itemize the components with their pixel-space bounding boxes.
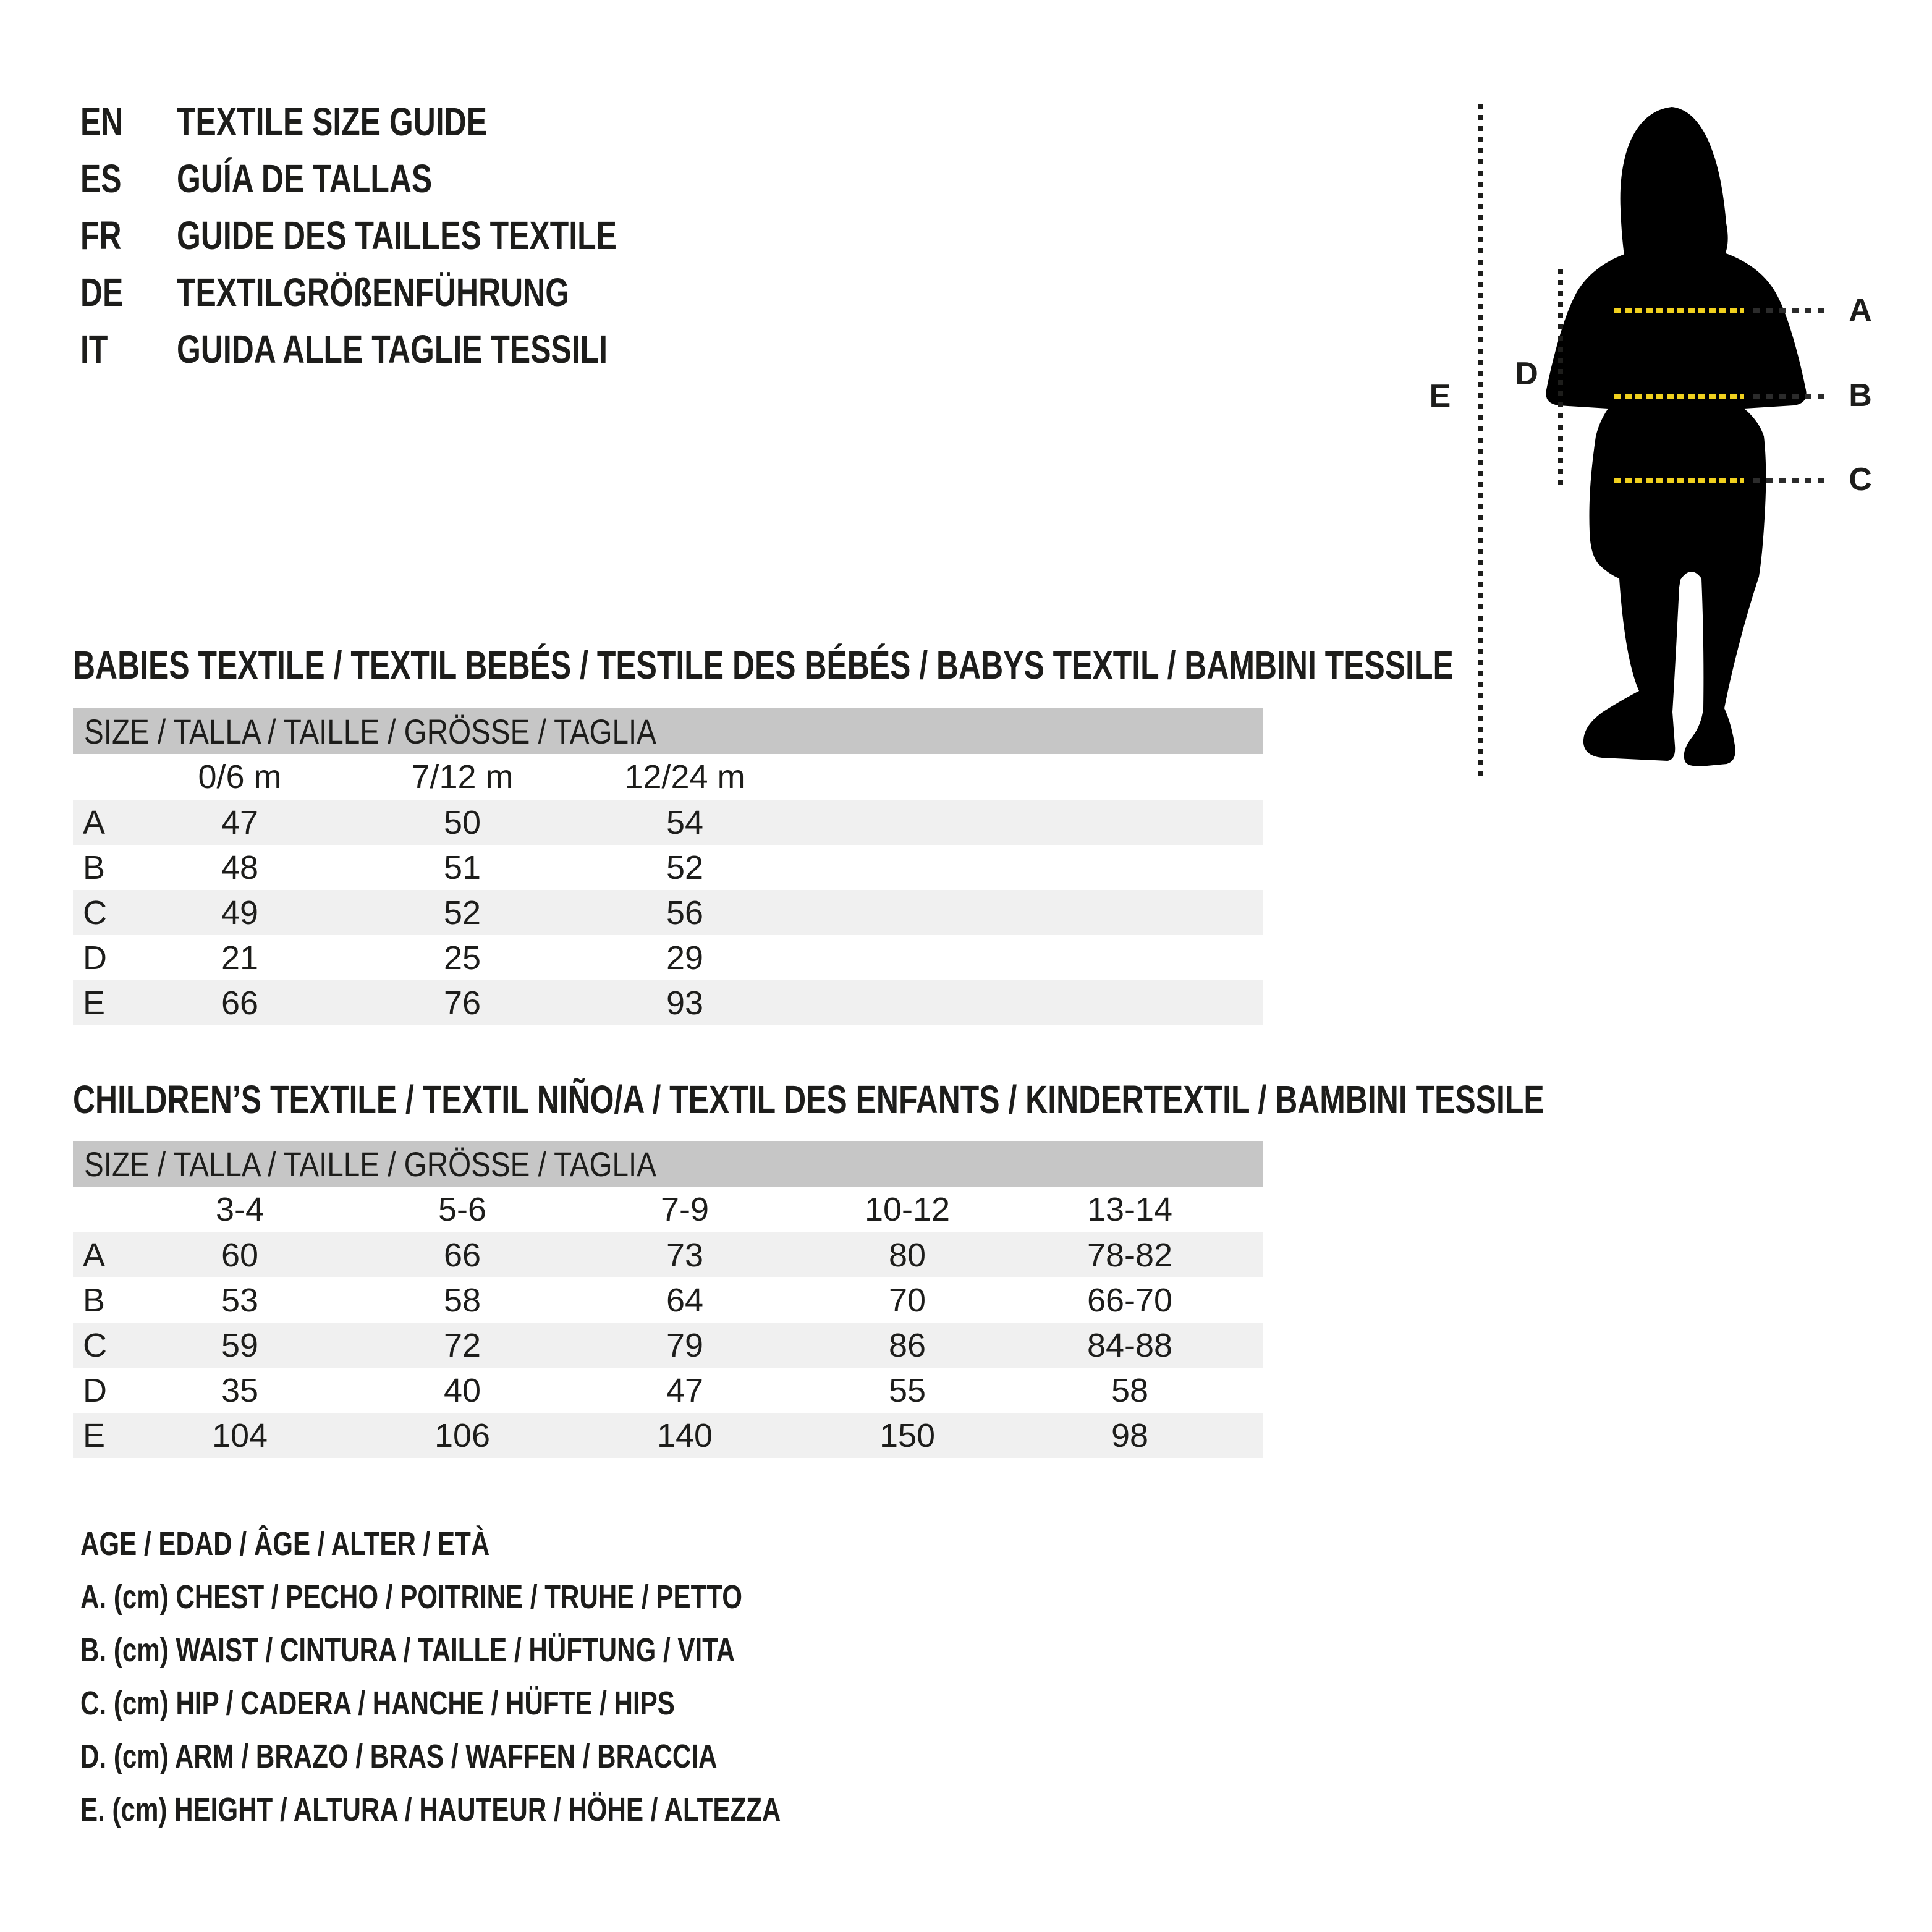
size-cell: 58 bbox=[1111, 1371, 1149, 1409]
size-cell: 140 bbox=[656, 1417, 713, 1454]
row-label: E bbox=[83, 984, 106, 1022]
legend-age bbox=[80, 1517, 978, 1570]
table-row bbox=[73, 1277, 1263, 1323]
column-header: 12/24 m bbox=[624, 758, 745, 795]
size-cell: 78-82 bbox=[1087, 1236, 1173, 1274]
language-title-block bbox=[80, 93, 1471, 378]
measure-label-c: C bbox=[1849, 462, 1872, 498]
size-cell: 84-88 bbox=[1087, 1326, 1173, 1364]
chest-measure-line-yellow bbox=[1614, 308, 1744, 313]
column-header: 7-9 bbox=[660, 1191, 710, 1228]
size-cell: 48 bbox=[221, 849, 259, 886]
legend-arm bbox=[80, 1730, 978, 1783]
size-cell: 51 bbox=[443, 849, 481, 886]
size-cell: 56 bbox=[666, 894, 704, 931]
waist-measure-line-dark bbox=[1753, 394, 1826, 399]
waist-measure-line-yellow bbox=[1614, 394, 1744, 399]
language-row-de bbox=[80, 264, 1165, 321]
size-header-text: SIZE / TALLA / TAILLE / GRÖSSE / TAGLIA bbox=[84, 711, 656, 751]
hip-measure-line-yellow bbox=[1614, 478, 1744, 483]
language-title: TEXTILE SIZE GUIDE bbox=[177, 100, 488, 144]
legend-arm-text: D. (cm) ARM / BRAZO / BRAS / WAFFEN / BRACCIA bbox=[80, 1738, 718, 1775]
measure-label-a: A bbox=[1849, 292, 1872, 328]
size-cell: 49 bbox=[221, 894, 259, 931]
size-cell: 47 bbox=[221, 803, 259, 841]
measure-label-b: B bbox=[1849, 378, 1872, 413]
column-header: 7/12 m bbox=[411, 758, 514, 795]
measure-label-e: E bbox=[1429, 378, 1451, 414]
legend-hip-text: C. (cm) HIP / CADERA / HANCHE / HÜFTE / HIPS bbox=[80, 1685, 675, 1722]
language-code: EN bbox=[80, 100, 124, 144]
arm-measure-line bbox=[1558, 269, 1563, 489]
size-cell: 70 bbox=[888, 1281, 926, 1319]
size-cell: 54 bbox=[666, 803, 704, 841]
table-row bbox=[73, 935, 1263, 980]
legend-chest bbox=[80, 1570, 978, 1624]
language-code: ES bbox=[80, 156, 122, 201]
babies-column-header-row bbox=[73, 754, 1263, 800]
chest-measure-line-dark bbox=[1753, 308, 1826, 313]
size-cell: 35 bbox=[221, 1371, 259, 1409]
language-title: GUIDA ALLE TAGLIE TESSILI bbox=[177, 327, 608, 371]
row-label: D bbox=[83, 1371, 107, 1409]
babies-heading-text: BABIES TEXTILE / TEXTIL BEBÉS / TESTILE DES BÉBÉS / BABYS TEXTIL / BAMBINI TESSILE bbox=[73, 643, 1454, 687]
table-row bbox=[73, 890, 1263, 935]
legend-height bbox=[80, 1783, 978, 1836]
size-cell: 55 bbox=[888, 1371, 926, 1409]
legend-chest-text: A. (cm) CHEST / PECHO / POITRINE / TRUHE / PETTO bbox=[80, 1578, 743, 1616]
size-cell: 66 bbox=[443, 1236, 481, 1274]
size-cell: 73 bbox=[666, 1236, 704, 1274]
size-cell: 58 bbox=[443, 1281, 481, 1319]
legend-age-text: AGE / EDAD / ÂGE / ALTER / ETÀ bbox=[80, 1525, 490, 1562]
size-cell: 86 bbox=[888, 1326, 926, 1364]
row-label: C bbox=[83, 1326, 107, 1364]
language-row-fr bbox=[80, 207, 1165, 264]
size-cell: 47 bbox=[666, 1371, 704, 1409]
language-code: DE bbox=[80, 270, 124, 315]
language-title: GUIDE DES TAILLES TEXTILE bbox=[177, 213, 617, 258]
measure-label-d: D bbox=[1515, 356, 1538, 392]
size-cell: 93 bbox=[666, 984, 704, 1022]
size-cell: 66 bbox=[221, 984, 259, 1022]
table-row bbox=[73, 1368, 1263, 1413]
size-cell: 50 bbox=[443, 803, 481, 841]
size-cell: 98 bbox=[1111, 1417, 1149, 1454]
column-header: 3-4 bbox=[215, 1191, 265, 1228]
babies-section-heading bbox=[73, 643, 1843, 687]
size-cell: 150 bbox=[879, 1417, 936, 1454]
size-cell: 52 bbox=[666, 849, 704, 886]
language-code: IT bbox=[80, 327, 108, 371]
size-cell: 53 bbox=[221, 1281, 259, 1319]
size-cell: 104 bbox=[211, 1417, 268, 1454]
language-title: TEXTILGRÖßENFÜHRUNG bbox=[177, 270, 570, 315]
language-row-en bbox=[80, 93, 1165, 150]
table-row bbox=[73, 800, 1263, 845]
size-cell: 80 bbox=[888, 1236, 926, 1274]
children-size-table bbox=[73, 1141, 1263, 1458]
children-column-header-row bbox=[73, 1187, 1263, 1232]
table-row bbox=[73, 845, 1263, 890]
size-cell: 76 bbox=[443, 984, 481, 1022]
size-cell: 52 bbox=[443, 894, 481, 931]
language-title: GUÍA DE TALLAS bbox=[177, 156, 433, 201]
children-heading-text: CHILDREN’S TEXTILE / TEXTIL NIÑO/A / TEXTIL DES ENFANTS / KINDERTEXTIL / BAMBINI TESSILE bbox=[73, 1077, 1544, 1122]
table-row bbox=[73, 1232, 1263, 1277]
language-row-es bbox=[80, 150, 1165, 207]
size-cell: 72 bbox=[443, 1326, 481, 1364]
size-cell: 21 bbox=[221, 939, 259, 977]
size-cell: 40 bbox=[443, 1371, 481, 1409]
column-header: 5-6 bbox=[438, 1191, 487, 1228]
size-cell: 66-70 bbox=[1087, 1281, 1173, 1319]
language-row-it bbox=[80, 321, 1165, 378]
row-label: D bbox=[83, 939, 107, 977]
table-row bbox=[73, 1323, 1263, 1368]
size-header-text: SIZE / TALLA / TAILLE / GRÖSSE / TAGLIA bbox=[84, 1144, 656, 1184]
hip-measure-line-dark bbox=[1753, 478, 1826, 483]
size-cell: 64 bbox=[666, 1281, 704, 1319]
legend-height-text: E. (cm) HEIGHT / ALTURA / HAUTEUR / HÖHE / ALTEZZA bbox=[80, 1791, 781, 1828]
row-label: B bbox=[83, 1281, 106, 1319]
table-row bbox=[73, 980, 1263, 1025]
row-label: A bbox=[83, 803, 106, 841]
size-cell: 25 bbox=[443, 939, 481, 977]
legend-waist bbox=[80, 1624, 978, 1677]
row-label: B bbox=[83, 849, 106, 886]
size-cell: 79 bbox=[666, 1326, 704, 1364]
legend-hip bbox=[80, 1677, 978, 1730]
size-cell: 29 bbox=[666, 939, 704, 977]
measurement-legend bbox=[80, 1517, 978, 1836]
column-header: 10-12 bbox=[864, 1191, 951, 1228]
size-cell: 59 bbox=[221, 1326, 259, 1364]
row-label: E bbox=[83, 1417, 106, 1454]
size-header-bar bbox=[73, 1141, 1263, 1187]
column-header: 13-14 bbox=[1087, 1191, 1173, 1228]
table-row bbox=[73, 1413, 1263, 1458]
row-label: C bbox=[83, 894, 107, 931]
babies-size-table bbox=[73, 708, 1263, 1025]
column-header: 0/6 m bbox=[198, 758, 282, 795]
row-label: A bbox=[83, 1236, 106, 1274]
size-header-bar bbox=[73, 708, 1263, 754]
size-cell: 106 bbox=[434, 1417, 491, 1454]
size-cell: 60 bbox=[221, 1236, 259, 1274]
legend-waist-text: B. (cm) WAIST / CINTURA / TAILLE / HÜFTUNG / VITA bbox=[80, 1632, 735, 1669]
children-section-heading bbox=[73, 1077, 1932, 1122]
language-code: FR bbox=[80, 213, 122, 258]
